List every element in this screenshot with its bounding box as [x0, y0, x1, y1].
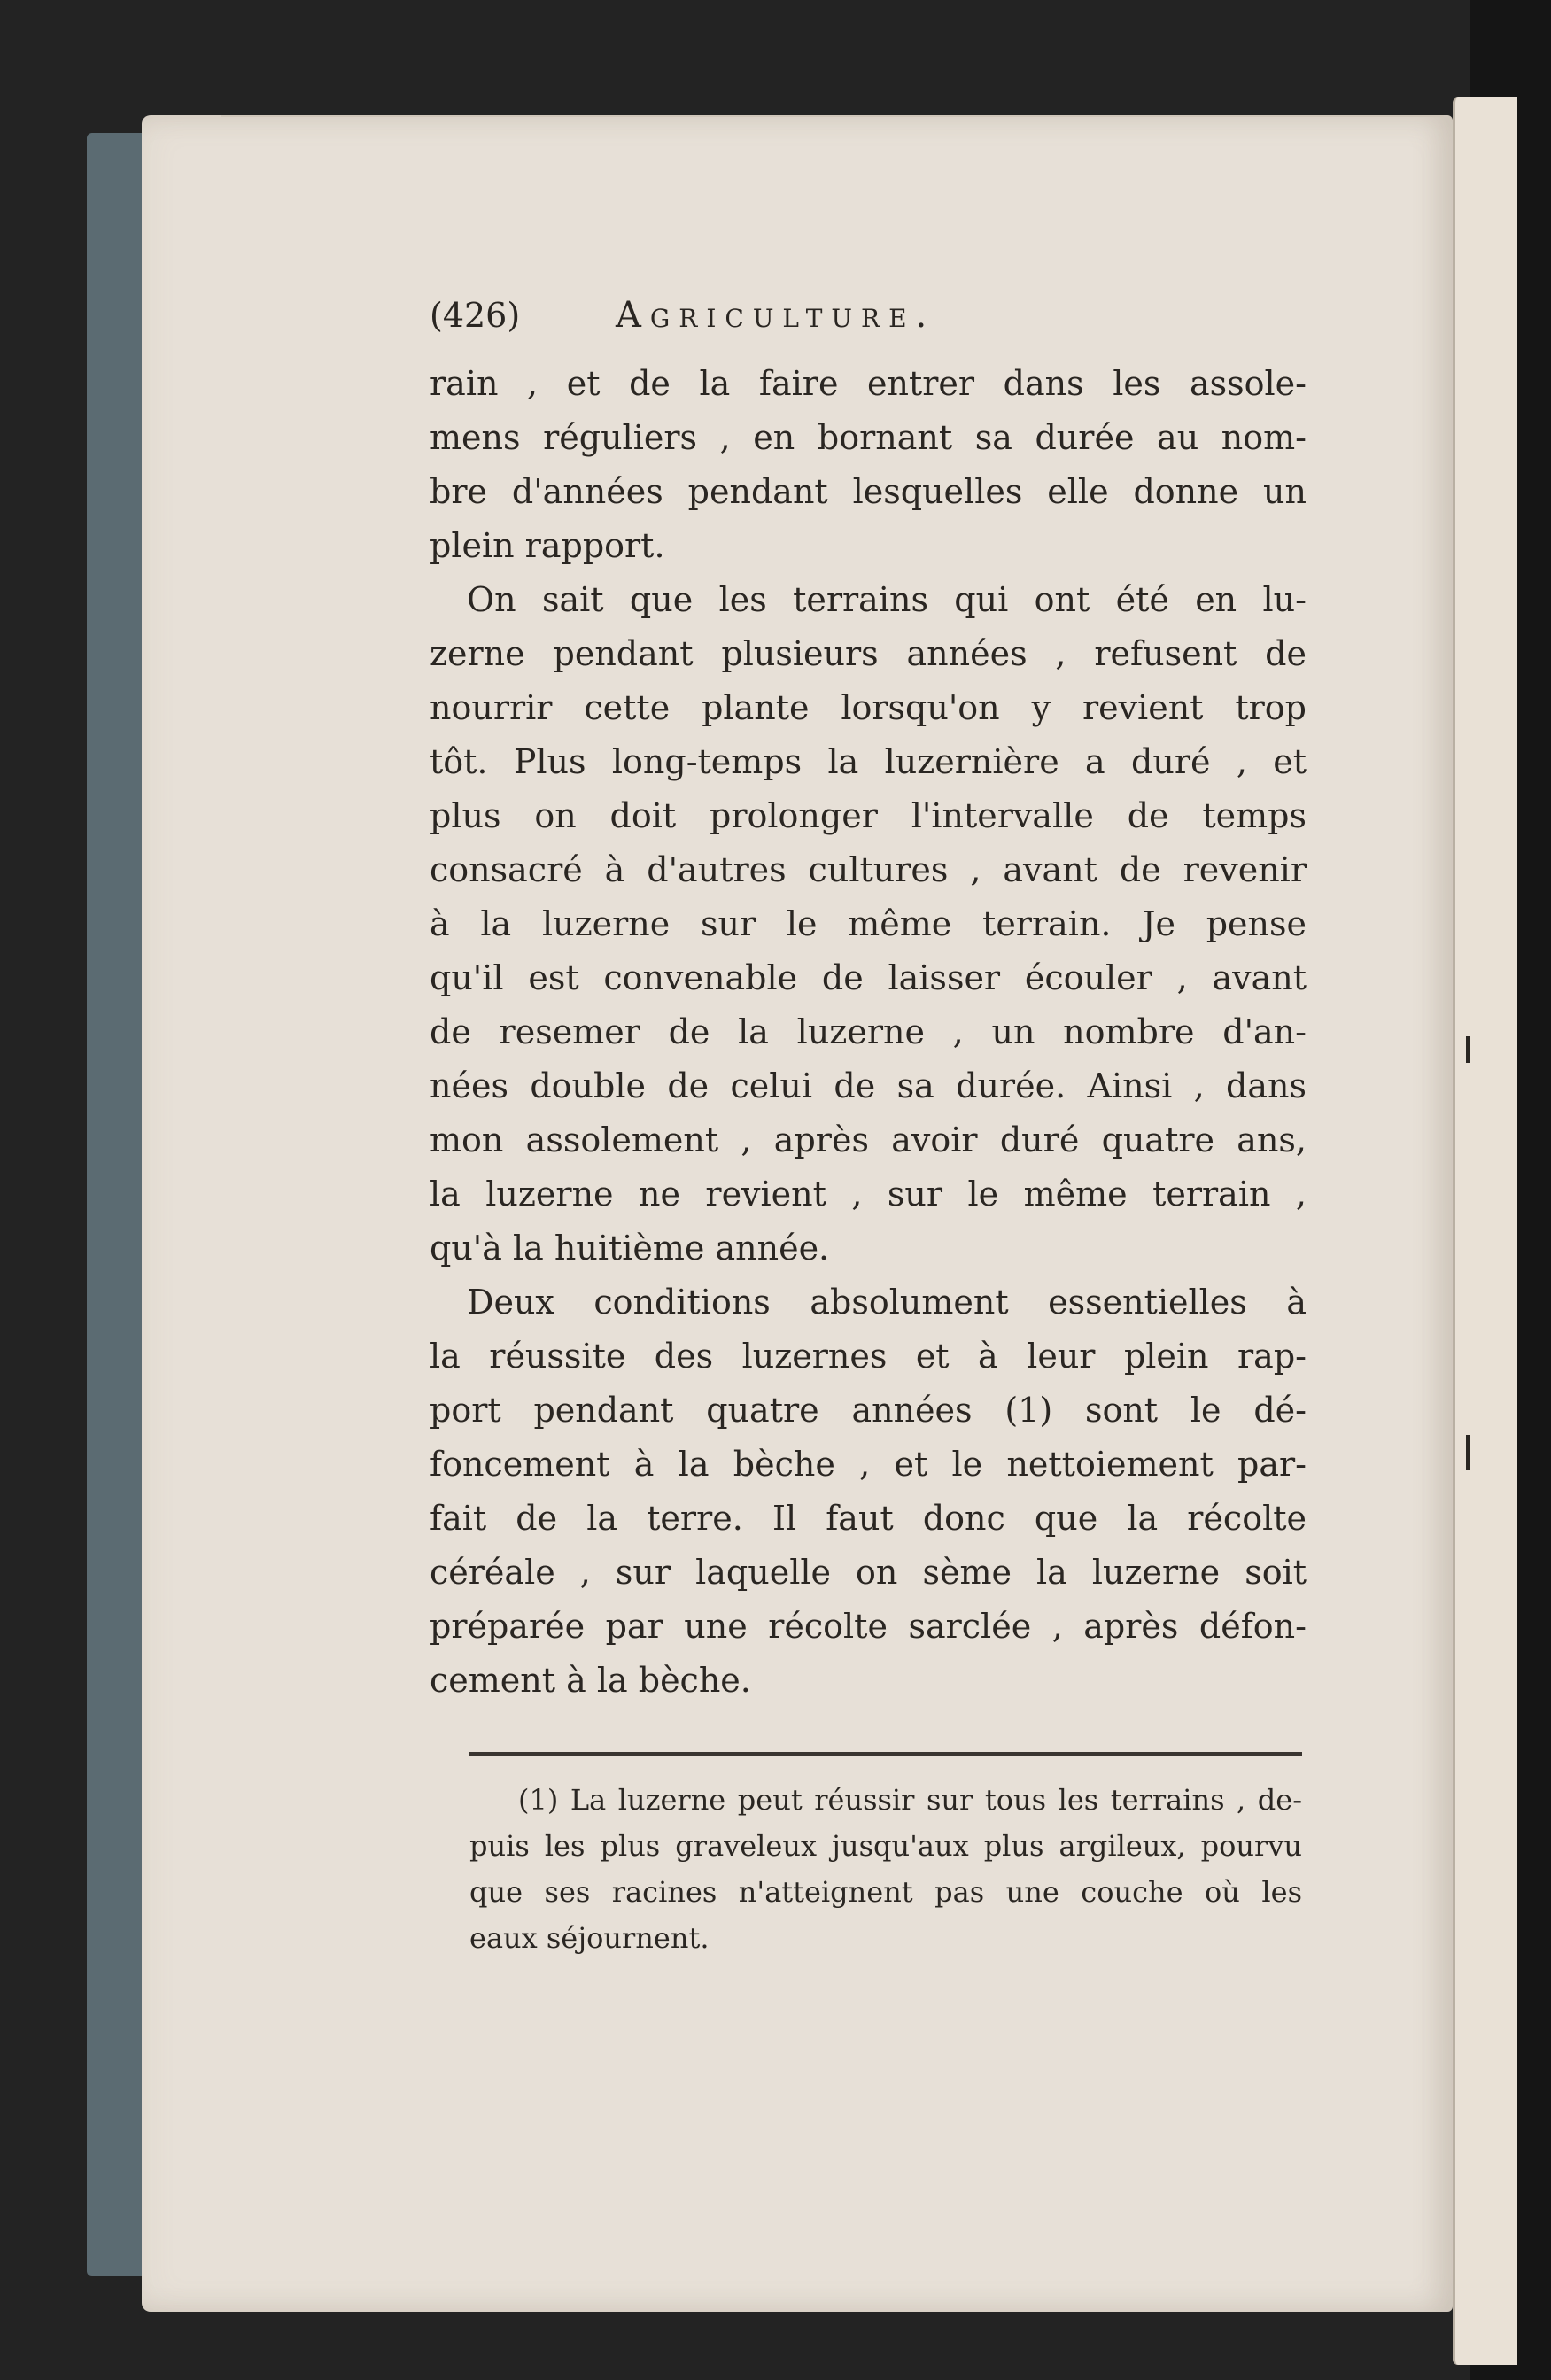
body-line: consacré à d'autres cultures , avant de revenir: [430, 850, 1307, 889]
body-line: port pendant quatre années (1) sont le dé-: [430, 1391, 1307, 1430]
page-text: [430, 295, 1307, 1961]
body-line: cement à la bèche.: [430, 1661, 751, 1700]
body-line: bre d'années pendant lesquelles elle donne un: [430, 472, 1307, 511]
body-line: plus on doit prolonger l'intervalle de temps: [430, 796, 1307, 835]
page-number: (426): [430, 296, 521, 335]
body-line: rain , et de la faire entrer dans les assole-: [430, 364, 1307, 403]
footnote-line: eaux séjournent.: [469, 1921, 710, 1955]
facing-page-edge: [1453, 97, 1517, 2365]
footnote-line: (1) La luzerne peut réussir sur tous les terrains , de-: [518, 1783, 1302, 1817]
body-line: à la luzerne sur le même terrain. Je pense: [430, 904, 1307, 943]
margin-mark: [1466, 1036, 1470, 1063]
page-header: [430, 295, 1307, 357]
running-title: Agriculture.: [616, 295, 936, 336]
body-line: céréale , sur laquelle on sème la luzerne soit: [430, 1553, 1307, 1592]
body-line: tôt. Plus long-temps la luzernière a duré , et: [430, 742, 1307, 781]
footnote-separator: [469, 1752, 1302, 1756]
body-line: nées double de celui de sa durée. Ainsi , dans: [430, 1066, 1307, 1105]
body-line: nourrir cette plante lorsqu'on y revient trop: [430, 688, 1307, 727]
body-line: qu'à la huitième année.: [430, 1229, 830, 1268]
body-line: préparée par une récolte sarclée , après défon-: [430, 1607, 1307, 1646]
body-line: foncement à la bèche , et le nettoiement par-: [430, 1445, 1307, 1484]
body-line: fait de la terre. Il faut donc que la récolte: [430, 1499, 1307, 1538]
body-line: zerne pendant plusieurs années , refusent de: [430, 634, 1307, 673]
body-line: Deux conditions absolument essentielles à: [467, 1283, 1307, 1322]
body-line: mens réguliers , en bornant sa durée au nom-: [430, 418, 1307, 457]
footnote-line: que ses racines n'atteignent pas une couche où les: [469, 1875, 1302, 1909]
body-line: qu'il est convenable de laisser écouler , avant: [430, 958, 1307, 997]
footnote-line: puis les plus graveleux jusqu'aux plus argileux, pourvu: [469, 1829, 1302, 1863]
body-line: mon assolement , après avoir duré quatre ans,: [430, 1120, 1307, 1159]
margin-mark: [1466, 1435, 1470, 1470]
body-line: On sait que les terrains qui ont été en lu-: [467, 580, 1307, 619]
body-line: de resemer de la luzerne , un nombre d'an-: [430, 1012, 1307, 1051]
body-line: la réussite des luzernes et à leur plein rap-: [430, 1337, 1307, 1376]
body-line: plein rapport.: [430, 526, 665, 565]
body-line: la luzerne ne revient , sur le même terrain ,: [430, 1174, 1307, 1213]
page-top-edge: [221, 115, 1444, 117]
